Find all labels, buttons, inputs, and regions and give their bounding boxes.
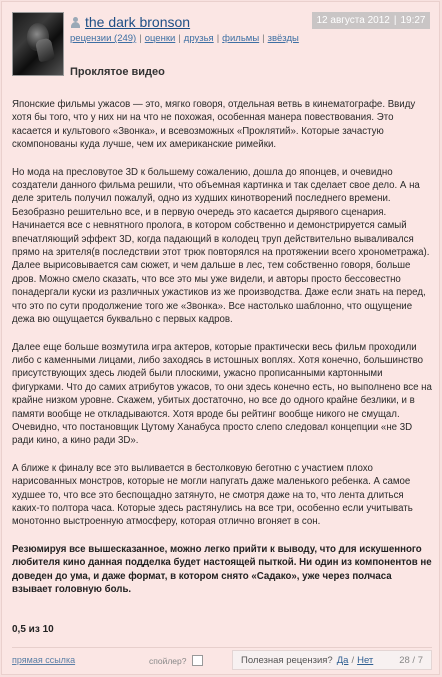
user-icon — [70, 17, 81, 28]
link-reviews[interactable]: рецензии (249) — [70, 33, 137, 44]
spoiler-control — [149, 655, 203, 666]
link-ratings[interactable]: оценки — [144, 33, 176, 44]
helpful-question: Полезная рецензия? — [241, 654, 333, 666]
spoiler-label: спойлер? — [149, 655, 187, 666]
review-paragraph: А ближе к финалу все это выливается в бестолковую беготню с участием плохо нарисованных монстров, которые не могли напугать даже маленького ребенка. А самое худшее то, что все это беспощадно затянуто, не смотря даже на то, что лента длиться каких-то полтора часа. Которые здесь растянулись на все три, особенно если учитывать монотонно выстроенную атмосферу, которая отлично вгоняет в сон. — [12, 462, 413, 528]
date-time: 19:27 — [400, 15, 426, 26]
review-card — [1, 1, 440, 675]
helpful-separator: / — [351, 654, 355, 666]
review-paragraph: Японские фильмы ужасов — это, мягко говоря, отдельная ветвь в кинематографе. Ввиду хотя бы того, что у них ни на что не похожая, особенная манера повествования. Это касается и культового «Звонка», и всевозможных «Проклятий». Которые зачастую скомпонованы куда лучше, чем их американские римейки. — [12, 99, 416, 151]
review-title: Проклятое видео — [70, 66, 165, 78]
avatar[interactable] — [12, 12, 64, 76]
user-links: рецензии (249) | оценки | друзья | фильмы | звёзды — [70, 33, 299, 44]
review-summary: Резюмируя все вышесказанное, можно легко прийти к выводу, что для искушенного любителя кино данная подделка будет настоящей пыткой. Ни один из компонентов не доведен до ума, и даже формат, в котором снято «Садако», уже через полчаса взывает головную боль. — [12, 543, 432, 595]
user-row — [70, 14, 190, 30]
date-badge — [312, 12, 430, 29]
link-stars[interactable]: звёзды — [267, 33, 299, 44]
date-day: 12 августа 2012 — [316, 15, 390, 26]
helpful-vote-box — [232, 650, 432, 670]
helpful-score: 28 / 7 — [399, 654, 423, 666]
footer-divider — [12, 647, 432, 648]
helpful-no-button[interactable]: Нет — [357, 654, 374, 666]
permalink-link[interactable]: прямая ссылка — [12, 655, 76, 665]
helpful-yes-button[interactable]: Да — [336, 654, 349, 666]
review-body — [12, 98, 432, 610]
username-link[interactable]: the dark bronson — [85, 14, 191, 30]
link-films[interactable]: фильмы — [222, 33, 260, 44]
spoiler-checkbox[interactable] — [192, 655, 203, 666]
avatar-hand — [35, 38, 55, 63]
review-paragraph: Но мода на пресловутое 3D к большему сожалению, дошла до японцев, и очевидно создатели данного фильма решили, что объемная картинка и так сделает свое дело. А на деле зритель получил пожалуй, одно из худших кинотворений последнего времени. Безобразно решительно все, и в первую очередь это касается дырявого сценария. Начинается все с невнятного пролога, в котором собственно и демонстрируется самый впечатляющий эффект 3D, когда падающий в колодец труп действительно вываливался прямо на зрителя(в последствии этот трюк повторялся на протяжении всего хронометража). Далее вырисовывается сам сюжет, и чем дальше в лес, тем собственно говоря, больше дров. Можно смело сказать, что все это мы уже видели, и авторы просто бессовестно понадергали куски из различных ужастиков из же производства. Даже если знать на перед, что это по сути продолжение того же «Звонка». Все настолько шаблонно, что ощущение дежа вю ощущается буквально с первых кадров. — [12, 166, 430, 326]
review-rating: 0,5 из 10 — [12, 624, 54, 635]
link-friends[interactable]: друзья — [183, 33, 214, 44]
date-separator: | — [393, 15, 397, 26]
review-paragraph: Далее еще больше возмутила игра актеров, которые практически весь фильм проходили либо с каменными лицами, либо заходясь в истошных воплях. Хотя конечно, большинство присутствующих здесь людей были плоскими, ужасно прописанными картонными фигурками. Что до самих атрибутов ужасов, то они здесь конечно есть, но выполнено все на крайне низком уровне. Скажем, убитых достаточно, но все до одного крайне безлики, и в памяти вообще не откладываются. Хотя вроде бы рейтинг вообще никого не смущал. Очевидно, что постановщик Цутому Ханабуса просто слепо следовал концепции «не 3D ради кино, а кино ради 3D». — [12, 341, 432, 447]
